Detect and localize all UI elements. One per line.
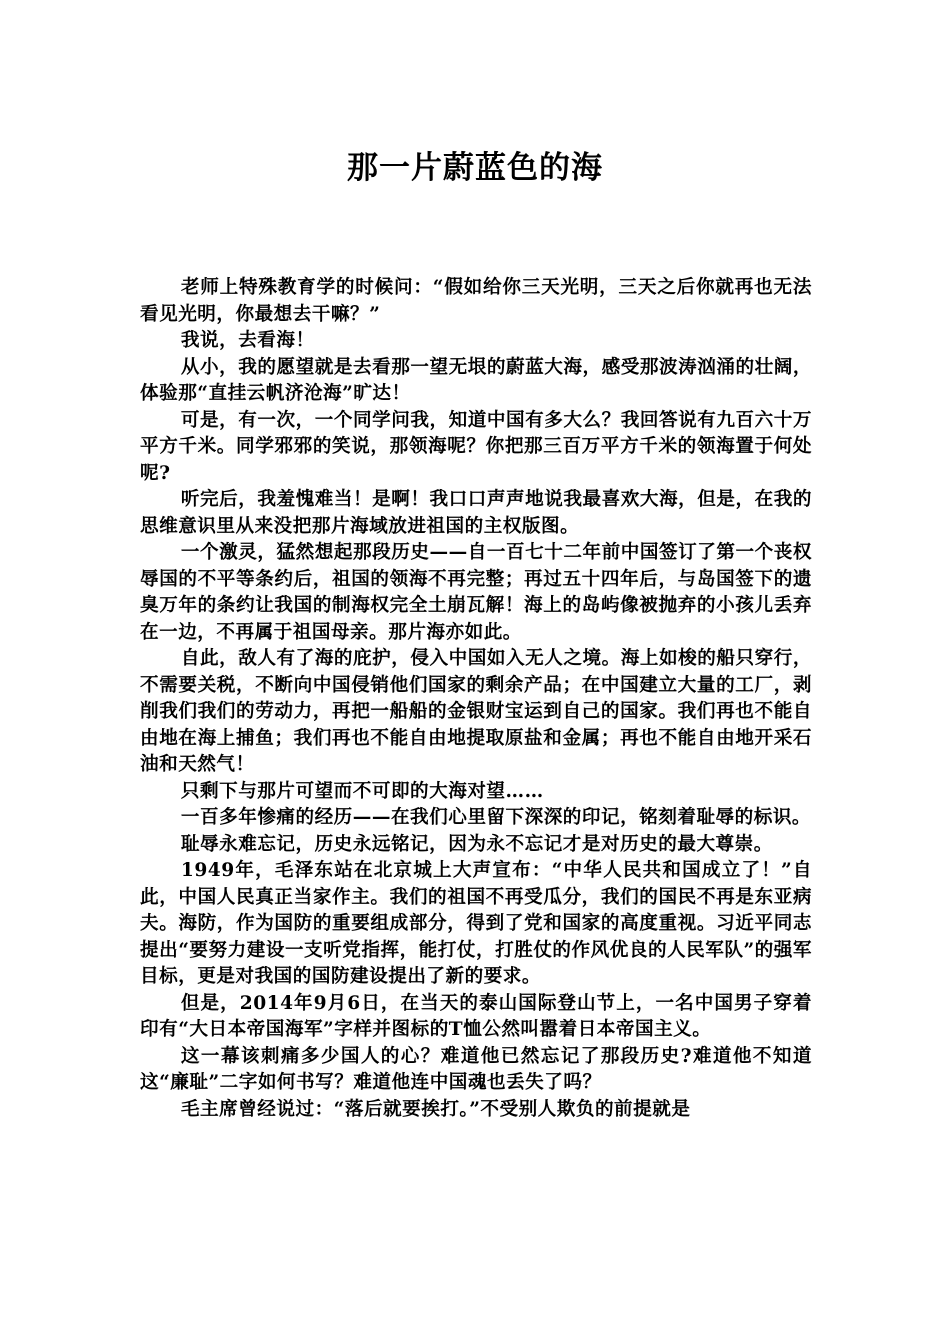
paragraph: 可是，有一次，一个同学问我，知道中国有多大么？我回答说有九百六十万平方千米。同学邪邪的笑说，那领海呢？你把那三百万平方千米的领海置于何处呢?	[140, 409, 812, 484]
paragraph: 毛主席曾经说过：“落后就要挨打。”不受别人欺负的前提就是	[180, 1098, 691, 1120]
paragraph: 一百多年惨痛的经历——在我们心里留下深深的印记，铭刻着耻辱的标识。	[180, 807, 812, 828]
paragraph: 一个激灵，猛然想起那段历史——自一百七十二年前中国签订了第一个丧权辱国的不平等条约后，祖国的领海不再完整；再过五十四年后，与岛国签下的遗臭万年的条约让我国的制海权完全土崩瓦解！海上的岛屿像被抛弃的小孩儿丢弃在一边，不再属于祖国母亲。那片海亦如此。	[140, 542, 812, 643]
paragraph: 1949年，毛泽东站在北京城上大声宣布：“中华人民共和国成立了！”自此，中国人民真正当家作主。我们的祖国不再受瓜分，我们的国民不再是东亚病夫。海防，作为国防的重要组成部分，得到了党和国家的高度重视。习近平同志提出“要努力建设一支听党指挥，能打仗，打胜仗的作风优良的人民军队”的强军目标，更是对我国的国防建设提出了新的要求。	[140, 860, 812, 987]
paragraph: 从小，我的愿望就是去看那一望无垠的蔚蓝大海，感受那波涛汹涌的壮阔，体验那“直挂云帆济沧海”旷达！	[140, 356, 812, 404]
paragraph: 老师上特殊教育学的时候问：“假如给你三天光明，三天之后你就再也无法看见光明，你最想去干嘛？”	[140, 277, 812, 325]
paragraph: 只剩下与那片可望而不可即的大海对望……	[180, 780, 544, 802]
paragraph: 听完后，我羞愧难当！是啊！我口口声声地说我最喜欢大海，但是，在我的思维意识里从来没把那片海域放进祖国的主权版图。	[140, 489, 812, 537]
paragraph: 我说，去看海！	[180, 330, 315, 351]
paragraph: 这一幕该刺痛多少国人的心？难道他已然忘记了那段历史?难道他不知道这“廉耻”二字如何书写？难道他连中国魂也丢失了吗？	[140, 1045, 812, 1093]
paragraph: 但是，2014年9月6日，在当天的泰山国际登山节上，一名中国男子穿着印有“大日本帝国海军”字样并图标的T恤公然叫嚣着日本帝国主义。	[140, 992, 812, 1040]
paragraph: 自此，敌人有了海的庇护，侵入中国如入无人之境。海上如梭的船只穿行，不需要关税，不断向中国侵销他们国家的剩余产品；在中国建立大量的工厂，剥削我们我们的劳动力，再把一船船的金银财宝运到自己的国家。我们再也不能自由地在海上捕鱼；我们再也不能自由地提取原盐和金属；再也不能自由地开采石油和天然气！	[140, 648, 812, 775]
document-body	[140, 275, 812, 1123]
document-title: 那一片蔚蓝色的海	[347, 150, 603, 186]
paragraph: 耻辱永难忘记，历史永远铭记，因为永不忘记才是对历史的最大尊崇。	[180, 833, 773, 855]
